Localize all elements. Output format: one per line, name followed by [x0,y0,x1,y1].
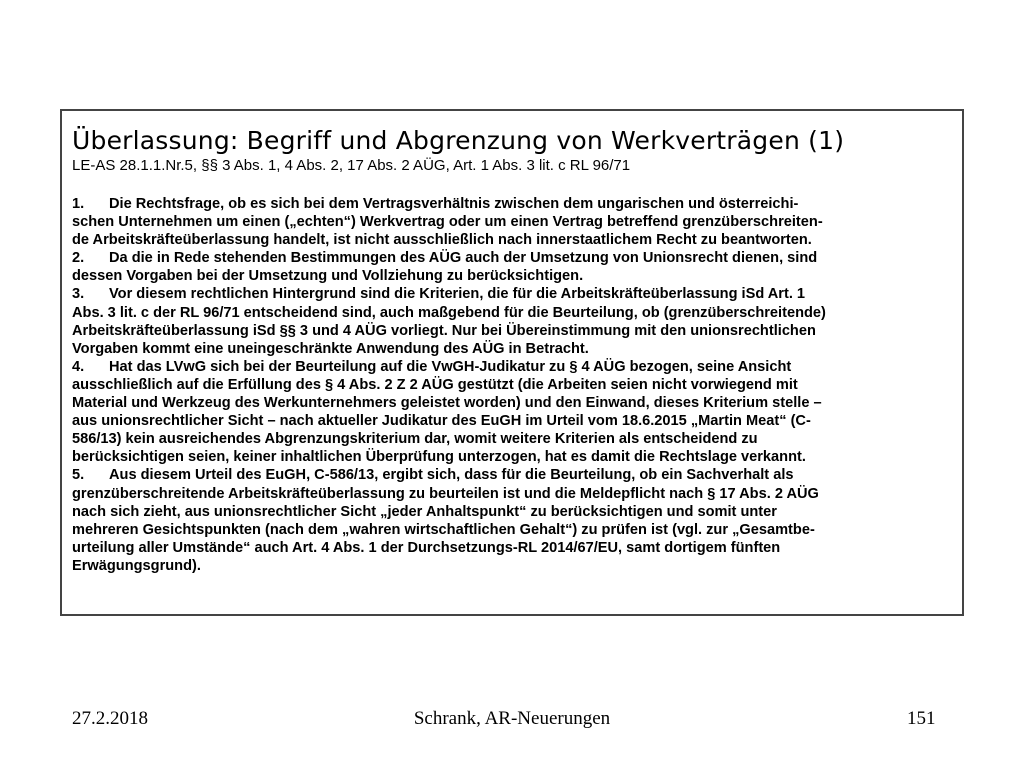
paragraph-text: Vorgaben kommt eine uneingeschränkte Anwendung des AÜG in Betracht. [72,340,589,357]
paragraph-line [72,503,952,521]
paragraph-text: Erwägungsgrund). [72,557,201,574]
paragraph-line [72,249,952,267]
paragraph-number: 4. [72,358,85,375]
paragraph-line [72,485,952,503]
footer-author-title: Schrank, AR-Neuerungen [413,708,611,729]
paragraph-line [72,285,952,303]
slide-content-box [60,109,964,616]
paragraph-line [72,340,952,358]
paragraph-line [72,358,952,376]
paragraph-line [72,430,952,448]
paragraph-text: Abs. 3 lit. c der RL 96/71 entscheidend sind, auch maßgebend für die Beurteilung, ob (grenzüberschreitende) [72,304,826,321]
paragraph-line [72,448,952,466]
paragraph-text: de Arbeitskräfteüberlassung handelt, ist nicht ausschließlich nach innerstaatlichem Recht zu beantworten. [72,232,812,249]
paragraph-text: mehreren Gesichtspunkten (nach dem „wahren wirtschaftlichen Gehalt“) zu prüfen ist (vgl. zur „Gesamtbe- [72,521,815,538]
paragraph-text: berücksichtigen seien, keiner inhaltlichen Überprüfung unterzogen, hat es damit die Rechtslage verkannt. [72,449,806,466]
paragraph-number: 1. [72,196,85,212]
paragraph-number: 2. [72,250,85,267]
paragraph-line [72,195,952,213]
slide-subtitle-citation: LE-AS 28.1.1.Nr.5, §§ 3 Abs. 1, 4 Abs. 2, 17 Abs. 2 AÜG, Art. 1 Abs. 3 lit. c RL 96/71 [72,157,631,174]
paragraph-text: urteilung aller Umstände“ auch Art. 4 Abs. 1 der Durchsetzungs-RL 2014/67/EU, samt dortigem fünften [72,539,781,556]
paragraph-text: Hat das LVwG sich bei der Beurteilung auf die VwGH-Judikatur zu § 4 AÜG bezogen, seine Ansicht [109,358,792,375]
slide-title: Überlassung: Begriff und Abgrenzung von Werkverträgen (1) [72,126,845,155]
paragraph-line [72,322,952,340]
paragraph-line [72,376,952,394]
paragraph-text: Arbeitskräfteüberlassung iSd §§ 3 und 4 AÜG vorliegt. Nur bei Übereinstimmung mit den unionsrechtlichen [72,322,816,339]
paragraph-text: Da die in Rede stehenden Bestimmungen des AÜG auch der Umsetzung von Unionsrecht dienen, sind [109,250,818,267]
paragraph-text: grenzüberschreitende Arbeitskräfteüberlassung zu beurteilen ist und die Meldepflicht nach § 17 Abs. 2 AÜG [72,485,819,502]
paragraph-line [72,412,952,430]
paragraph-text: 586/13) kein ausreichendes Abgrenzungskriterium dar, womit weitere Kriterien als entscheidend zu [72,431,758,448]
paragraph-number: 3. [72,286,85,303]
paragraph-text: Vor diesem rechtlichen Hintergrund sind die Kriterien, die für die Arbeitskräfteüberlassung iSd Art. 1 [109,286,806,303]
paragraph-text: Die Rechtsfrage, ob es sich bei dem Vertragsverhältnis zwischen dem ungarischen und österreichi- [109,196,799,212]
paragraph-text: nach sich zieht, aus unionsrechtlicher Sicht „jeder Anhaltspunkt“ zu berücksichtigen und somit unter [72,503,777,520]
paragraph-line [72,267,952,285]
paragraph-text: aus unionsrechtlicher Sicht – nach aktueller Judikatur des EuGH im Urteil vom 18.6.2015 „Martin Meat“ (C- [72,413,811,430]
footer-date: 27.2.2018 [72,708,148,729]
footer-page-number: 151 [907,708,936,729]
paragraph-line [72,466,952,484]
paragraph-list [72,195,952,575]
paragraph-line [72,557,952,575]
paragraph-text: Aus diesem Urteil des EuGH, C-586/13, ergibt sich, dass für die Beurteilung, ob ein Sachverhalt als [109,467,794,484]
paragraph-line [72,231,952,249]
paragraph-line [72,394,952,412]
paragraph-text: Material und Werkzeug des Werkunternehmers geleistet worden) und den Einwand, dieses Kriterium stelle – [72,395,822,412]
paragraph-line [72,521,952,539]
paragraph-text: dessen Vorgaben bei der Umsetzung und Vollziehung zu berücksichtigen. [72,268,584,285]
paragraph-number: 5. [72,467,85,484]
paragraph-line [72,539,952,557]
paragraph-line [72,213,952,231]
paragraph-line [72,304,952,322]
paragraph-text: ausschließlich auf die Erfüllung des § 4 Abs. 2 Z 2 AÜG gestützt (die Arbeiten seien nicht vorwiegend mit [72,376,798,393]
paragraph-text: schen Unternehmen um einen („echten“) Werkvertrag oder um einen Vertrag betreffend grenzüberschreiten- [72,214,823,231]
